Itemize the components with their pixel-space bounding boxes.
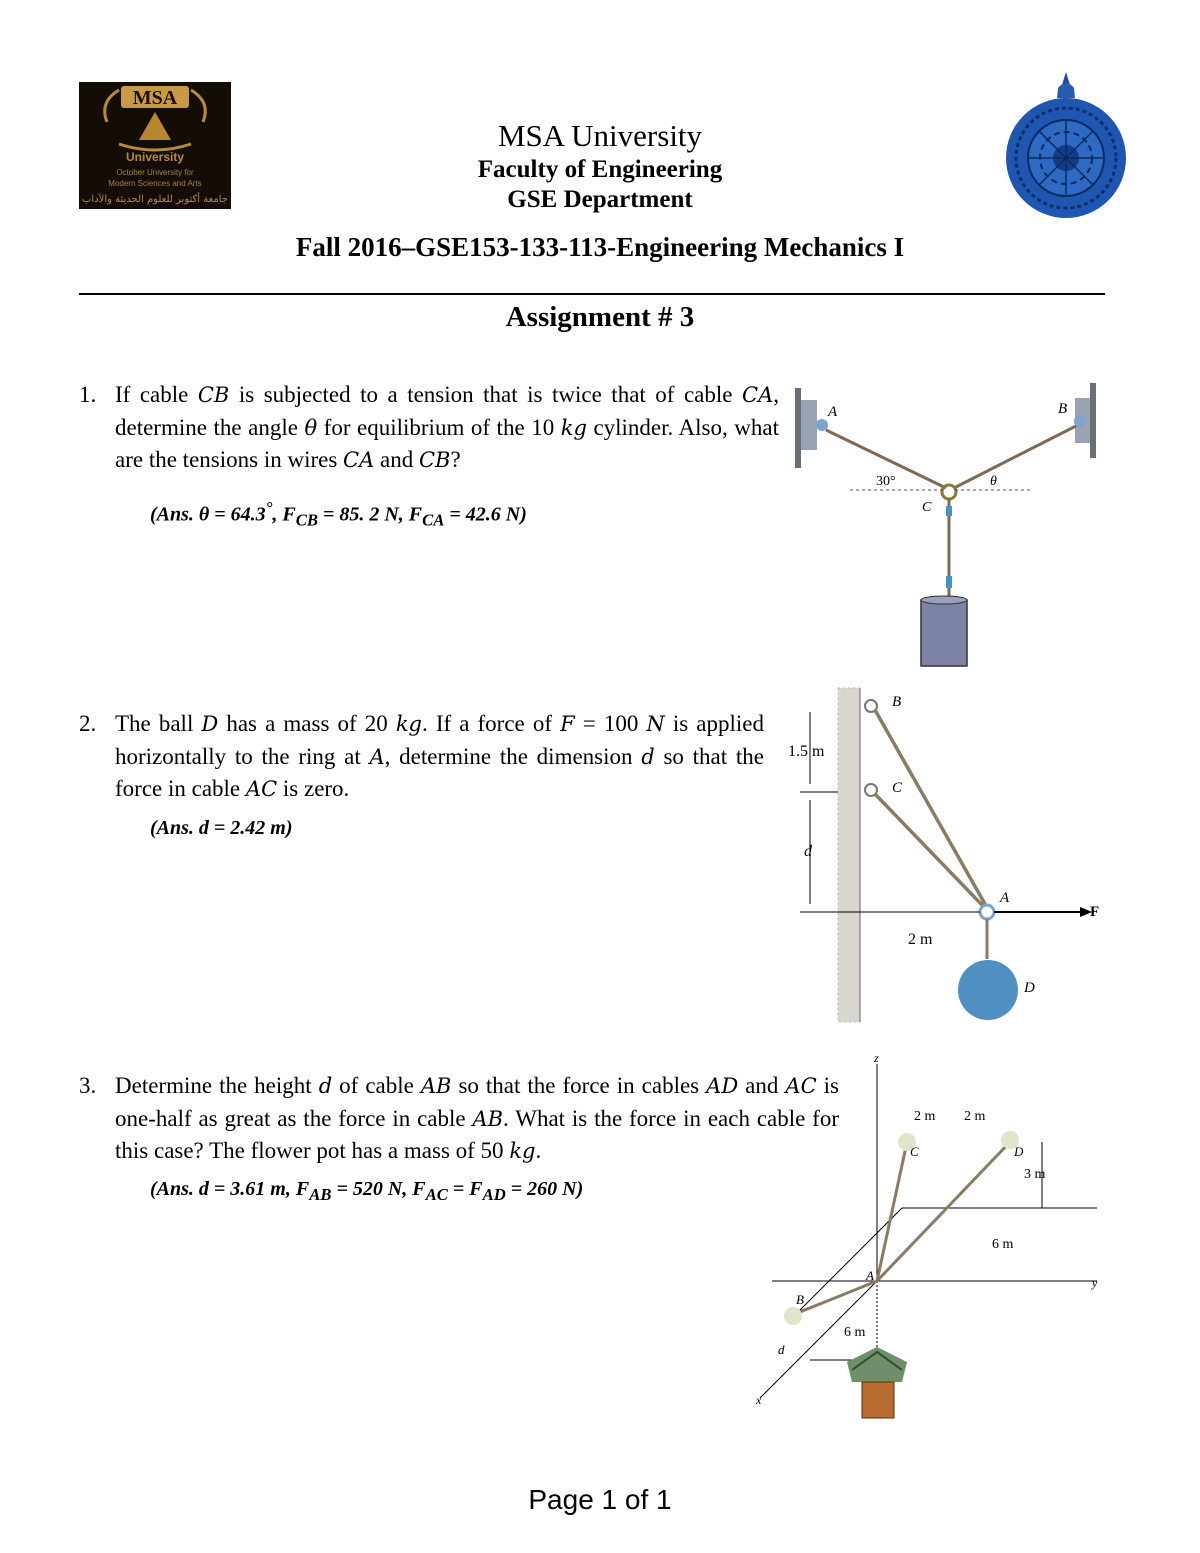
university-name: MSA University bbox=[497, 118, 703, 153]
page-footer: Page 1 of 1 bbox=[528, 1484, 672, 1515]
figure-3-flower-pot bbox=[752, 1052, 1112, 1442]
svg-text:B: B bbox=[892, 694, 902, 710]
svg-text:2 m: 2 m bbox=[914, 1109, 936, 1124]
svg-text:3 m: 3 m bbox=[1024, 1167, 1046, 1182]
svg-text:C: C bbox=[910, 1144, 919, 1159]
svg-text:A: A bbox=[828, 404, 838, 420]
svg-text:University: University bbox=[125, 150, 185, 164]
svg-text:D: D bbox=[1024, 980, 1035, 996]
svg-text:MSA: MSA bbox=[132, 87, 178, 109]
svg-text:A: A bbox=[866, 1268, 874, 1283]
svg-text:d: d bbox=[804, 843, 812, 860]
department-name: GSE Department bbox=[507, 186, 693, 213]
header-divider bbox=[79, 293, 1105, 295]
svg-text:October University for: October University for bbox=[116, 168, 194, 177]
svg-text:y: y bbox=[1092, 1276, 1098, 1290]
svg-text:Modern Sciences and Arts: Modern Sciences and Arts bbox=[108, 179, 202, 188]
svg-text:A: A bbox=[1000, 890, 1010, 906]
svg-text:B: B bbox=[796, 1292, 804, 1307]
figure-1-cable-cylinder bbox=[790, 378, 1108, 670]
question-1-text: If cable CB is subjected to a tension that is twice that of cable CA, determine the angle θ for equilibrium of the 10 kg cylinder. Also, what are the tensions in wires CA and CB? bbox=[115, 382, 779, 472]
svg-text:1.5 m: 1.5 m bbox=[788, 743, 825, 760]
assignment-title: Assignment # 3 bbox=[505, 301, 695, 333]
svg-text:30°: 30° bbox=[876, 474, 896, 489]
question-number: 1. bbox=[79, 382, 97, 407]
question-1-answer: (Ans. θ = 64.3°, $F_{CB} = 85$. 2 N, $F_{CA} = 42.6$ N) bbox=[150, 498, 527, 530]
svg-text:x: x bbox=[756, 1393, 762, 1407]
course-title: Fall 2016–GSE153-133-113-Engineering Mechanics I bbox=[295, 232, 905, 262]
question-number: 2. bbox=[79, 711, 97, 736]
question-number: 3. bbox=[79, 1073, 97, 1098]
svg-text:2 m: 2 m bbox=[964, 1109, 986, 1124]
svg-text:C: C bbox=[922, 500, 932, 515]
question-3-answer: (Ans. d = 3.61 m, $F_{AB} = 520$ N, $F_{AC} = F_{AD} = 260$ N) bbox=[150, 1178, 584, 1204]
svg-text:C: C bbox=[892, 780, 903, 796]
svg-text:d: d bbox=[778, 1342, 785, 1357]
figure-2-ball-ring bbox=[780, 684, 1110, 1024]
svg-text:جامعة أكتوبر للعلوم الحديثة وا: جامعة أكتوبر للعلوم الحديثة والآداب bbox=[81, 194, 229, 205]
svg-text:θ: θ bbox=[990, 474, 997, 489]
svg-text:z: z bbox=[874, 1051, 879, 1065]
svg-text:B: B bbox=[1058, 401, 1068, 417]
svg-text:6 m: 6 m bbox=[844, 1325, 866, 1340]
question-3-text: Determine the height d of cable AB so that the force in cables AD and AC is one-half as great as the force in cable AB. What is the force in each cable for this case? The flower pot has a mass of 50 kg. bbox=[115, 1073, 839, 1163]
question-2-text: The ball D has a mass of 20 kg. If a force of F = 100 N is applied horizontally to the ring at A, determine the dimension d so that the force in cable AC is zero. bbox=[115, 711, 764, 801]
svg-text:6 m: 6 m bbox=[992, 1237, 1014, 1252]
svg-text:F: F bbox=[1090, 904, 1100, 920]
svg-text:D: D bbox=[1014, 1144, 1024, 1159]
faculty-name: Faculty of Engineering bbox=[477, 156, 723, 183]
question-2-answer: (Ans. d = 2.42 m) bbox=[150, 817, 293, 839]
svg-text:2 m: 2 m bbox=[908, 931, 933, 948]
